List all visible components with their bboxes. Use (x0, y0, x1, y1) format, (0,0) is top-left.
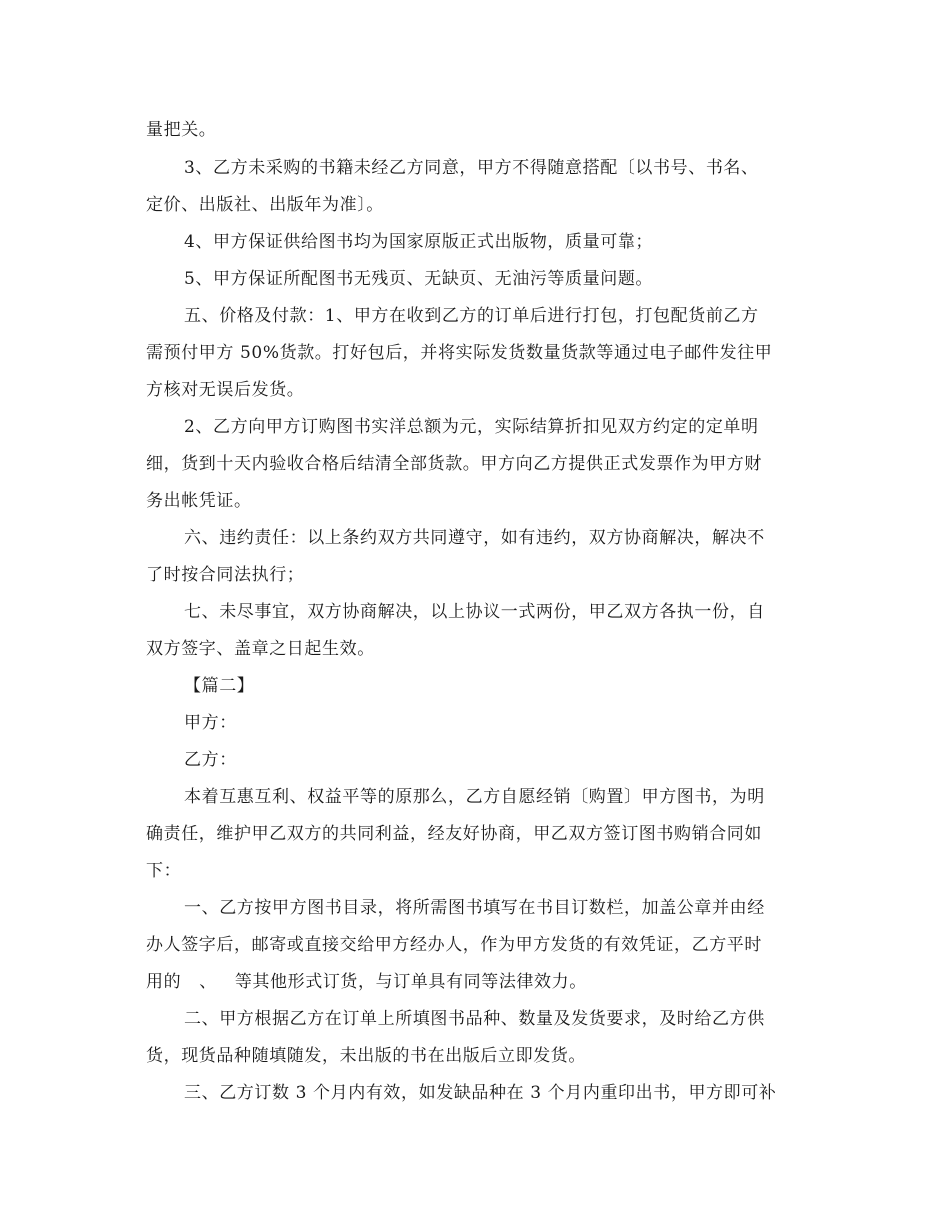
text-line: 五、价格及付款：1、甲方在收到乙方的订单后进行打包，打包配货前乙方 (184, 306, 759, 326)
text-line: 办人签字后，邮寄或直接交给甲方经办人，作为甲方发货的有效凭证，乙方平时 (146, 935, 762, 955)
text-line: 确责任，维护甲乙双方的共同利益，经友好协商，甲乙双方签订图书购销合同如 (146, 824, 762, 844)
text-line: 3、乙方未采购的书籍未经乙方同意，甲方不得随意搭配〔以书号、书名、 (184, 158, 759, 178)
text-line: 5、甲方保证所配图书无残页、无缺页、无油污等质量问题。 (184, 269, 654, 289)
text-line: 需预付甲方 50%货款。打好包后，并将实际发货数量货款等通过电子邮件发往甲 (146, 343, 773, 363)
text-line: 一、乙方按甲方图书目录，将所需图书填写在书目订数栏，加盖公章并由经 (184, 898, 765, 918)
text-line: 二、甲方根据乙方在订单上所填图书品种、数量及发货要求，及时给乙方供 (184, 1009, 765, 1029)
text-line: 双方签字、盖章之日起生效。 (146, 639, 375, 659)
party-b-label: 乙方： (184, 750, 237, 770)
text-line: 六、违约责任：以上条约双方共同遵守，如有违约，双方协商解决，解决不 (184, 528, 765, 548)
text-line: 4、甲方保证供给图书均为国家原版正式出版物，质量可靠； (184, 232, 654, 252)
text-line: 货，现货品种随填随发，未出版的书在出版后立即发货。 (146, 1046, 586, 1066)
text-line: 下： (146, 861, 182, 881)
section-heading: 【篇二】 (184, 676, 255, 696)
text-line: 务出帐凭证。 (146, 491, 252, 511)
text-line: 用的 、 等其他形式订货，与订单具有同等法律效力。 (146, 972, 587, 992)
text-line: 七、未尽事宜，双方协商解决，以上协议一式两份，甲乙双方各执一份，自 (184, 602, 765, 622)
text-line: 量把关。 (146, 120, 217, 140)
text-line: 2、乙方向甲方订购图书实洋总额为元，实际结算折扣见双方约定的定单明 (184, 417, 759, 437)
text-line: 方核对无误后发货。 (146, 380, 305, 400)
text-line: 定价、出版社、出版年为准〕。 (146, 195, 384, 215)
text-line: 了时按合同法执行； (146, 565, 305, 585)
party-a-label: 甲方： (184, 713, 237, 733)
text-line: 本着互惠互利、权益平等的原那么，乙方自愿经销〔购置〕甲方图书，为明 (184, 787, 765, 807)
text-line: 细，货到十天内验收合格后结清全部货款。甲方向乙方提供正式发票作为甲方财 (146, 454, 762, 474)
text-line: 三、乙方订数 3 个月内有效，如发缺品种在 3 个月内重印出书，甲方即可补 (184, 1083, 777, 1103)
